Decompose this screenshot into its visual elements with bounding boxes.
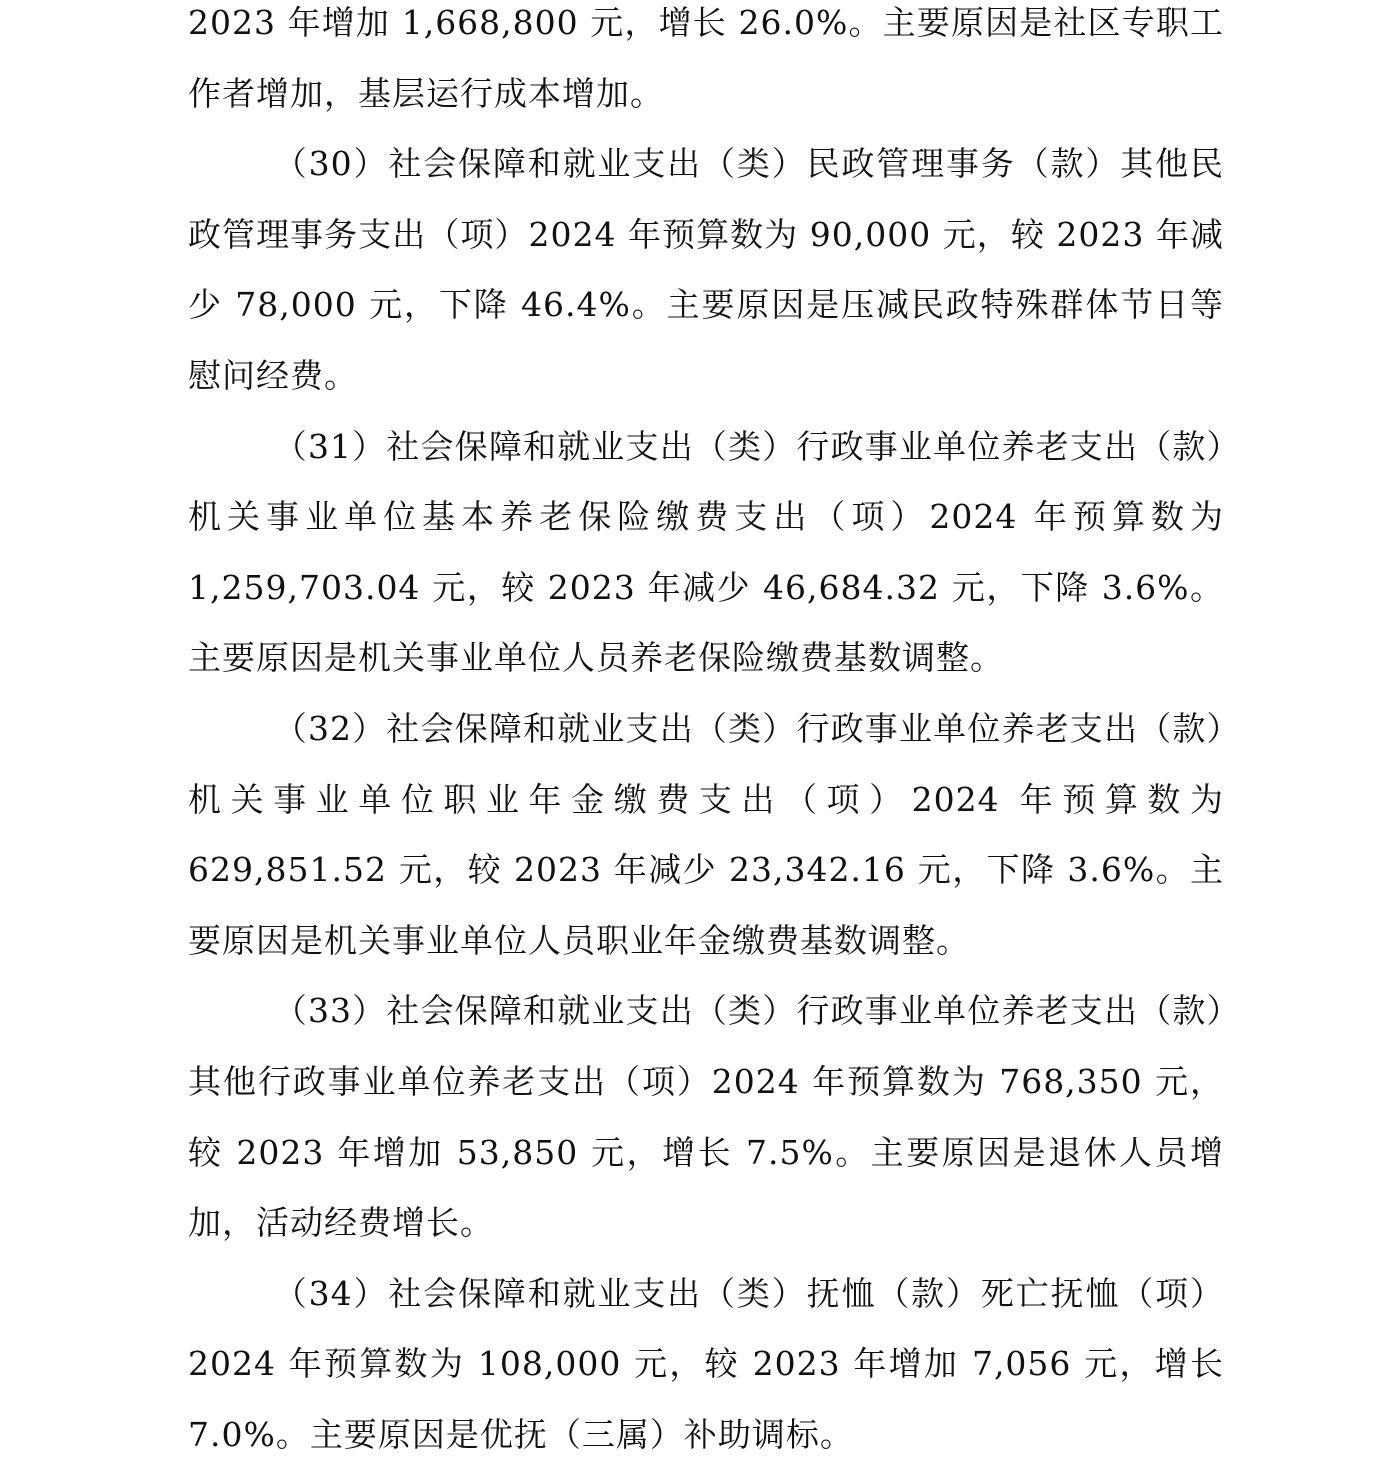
paragraph-34: （34）社会保障和就业支出（类）抚恤（款）死亡抚恤（项）2024 年预算数为 108,000 元，较 2023 年增加 7,056 元，增长 7.0%。主要原因是优抚（三属）补助调标。 bbox=[188, 1273, 1224, 1454]
paragraph-30: （30）社会保障和就业支出（类）民政管理事务（款）其他民政管理事务支出（项）2024 年预算数为 90,000 元，较 2023 年减少 78,000 元，下降 46.4%。主要原因是压减民政特殊群体节日等慰问经费。 bbox=[188, 144, 1224, 395]
paragraph-32: （32）社会保障和就业支出（类）行政事业单位养老支出（款）机关事业单位职业年金缴费支出（项）2024 年预算数为 629,851.52 元，较 2023 年减少 23,342.16 元，下降 3.6%。主要原因是机关事业单位人员职业年金缴费基数调整。 bbox=[188, 708, 1224, 960]
paragraph-31: （31）社会保障和就业支出（类）行政事业单位养老支出（款）机关事业单位基本养老保险缴费支出（项）2024 年预算数为 1,259,703.04 元，较 2023 年减少 46,684.32 元，下降 3.6%。主要原因是机关事业单位人员养老保险缴费基数调整。 bbox=[188, 426, 1224, 678]
document-page bbox=[188, 0, 1224, 1470]
paragraph-29-continuation: 2023 年增加 1,668,800 元，增长 26.0%。主要原因是社区专职工作者增加，基层运行成本增加。 bbox=[188, 3, 1224, 113]
paragraph-33: （33）社会保障和就业支出（类）行政事业单位养老支出（款）其他行政事业单位养老支出（项）2024 年预算数为 768,350 元，较 2023 年增加 53,850 元，增长 7.5%。主要原因是退休人员增加，活动经费增长。 bbox=[188, 991, 1224, 1243]
